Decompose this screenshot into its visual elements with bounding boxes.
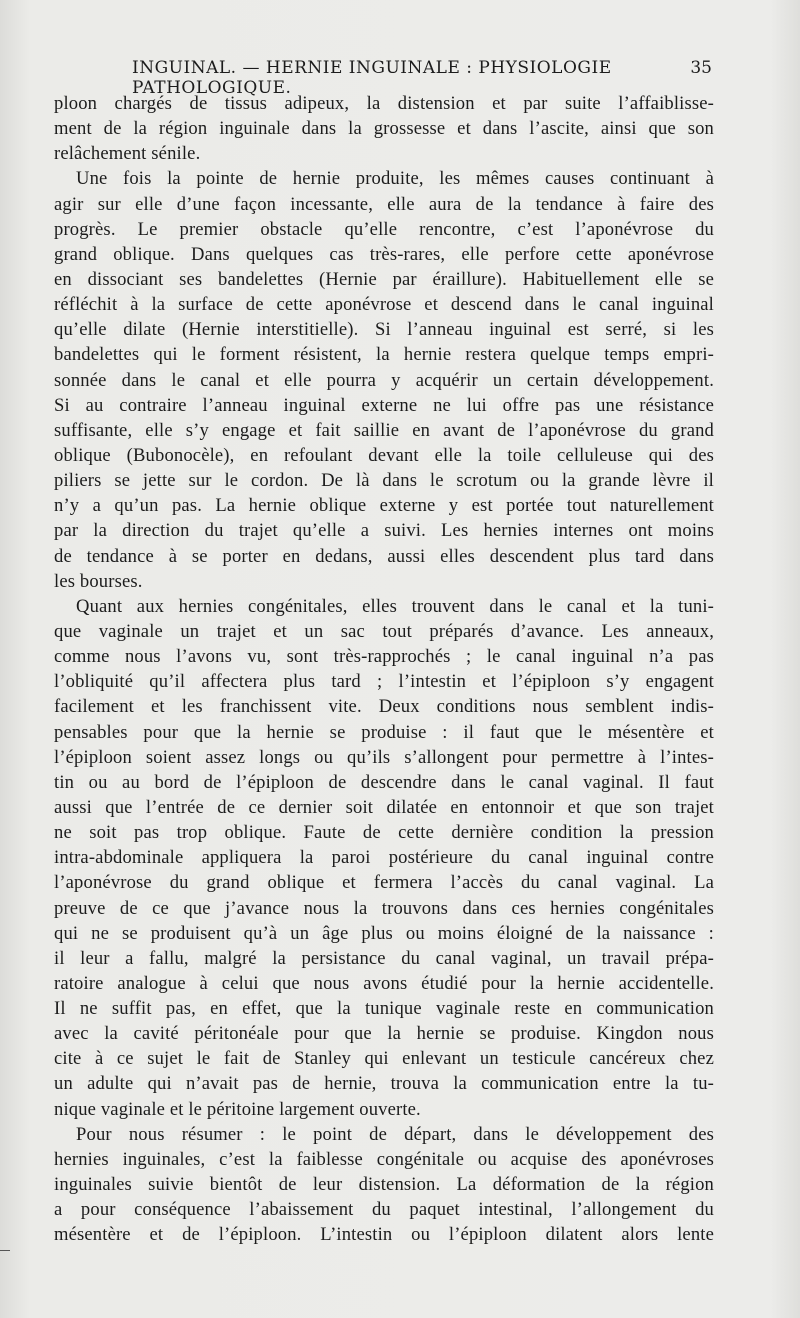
text-line: intra-abdominale appliquera la paroi postérieure du canal inguinal contre (54, 847, 714, 869)
text-line: ploon chargés de tissus adipeux, la distension et par suite l’affaiblisse- (54, 93, 714, 114)
text-line: mésentère et de l’épiploon. L’intestin ou l’épiploon dilatent alors lente (54, 1224, 714, 1246)
text-line: il leur a fallu, malgré la persistance du canal vaginal, un travail prépa- (54, 947, 714, 969)
text-line: l’obliquité qu’il affectera plus tard ; l’intestin et l’épiploon s’y engagent (54, 671, 714, 693)
text-line: Quant aux hernies congénitales, elles trouvent dans le canal et la tuni- (76, 595, 714, 617)
text-line: qui ne se produisent qu’à un âge plus ou moins éloigné de la naissance : (54, 922, 714, 944)
text-line: comme nous l’avons vu, sont très-rapprochés ; le canal inguinal n’a pas (54, 646, 714, 668)
text-line: réfléchit à la surface de cette aponévrose et descend dans le canal inguinal (54, 294, 714, 316)
text-line: que vaginale un trajet et un sac tout préparés d’avance. Les anneaux, (54, 620, 714, 642)
text-line: preuve de ce que j’avance nous la trouvons dans ces hernies congénitales (54, 897, 714, 919)
text-line: n’y a qu’un pas. La hernie oblique externe y est portée tout naturellement (54, 495, 714, 517)
page-number: 35 (690, 58, 712, 78)
text-line: piliers se jette sur le cordon. De là dans le scrotum ou la grande lèvre il (54, 470, 714, 492)
text-line: inguinales suivie bientôt de leur distension. La déformation de la région (54, 1174, 714, 1196)
body-text (54, 91, 714, 1247)
text-line: les bourses. (54, 570, 143, 592)
text-line: pensables pour que la hernie se produise : il faut que le mésentère et (54, 721, 714, 743)
text-line: sonnée dans le canal et elle pourra y acquérir un certain développement. (54, 369, 714, 391)
text-line: Si au contraire l’anneau inguinal externe ne lui offre pas une résistance (54, 394, 714, 416)
text-line: l’aponévrose du grand oblique et fermera l’accès du canal vaginal. La (54, 872, 714, 894)
margin-mark (0, 1250, 10, 1251)
text-line: suffisante, elle s’y engage et fait saillie en avant de l’aponévrose du grand (54, 419, 714, 441)
text-line: progrès. Le premier obstacle qu’elle rencontre, c’est l’aponévrose du (54, 218, 714, 240)
text-line: bandelettes qui le forment résistent, la hernie restera quelque temps empri- (54, 344, 714, 366)
text-line: hernies inguinales, c’est la faiblesse congénitale ou acquise des aponévroses (54, 1148, 714, 1170)
text-line: tin ou au bord de l’épiploon de descendre dans le canal vaginal. Il faut (54, 771, 714, 793)
running-head-title: INGUINAL. — HERNIE INGUINALE : PHYSIOLOGIE PATHOLOGIQUE. (132, 58, 612, 98)
text-line: a pour conséquence l’abaissement du paquet intestinal, l’allongement du (54, 1199, 714, 1221)
text-line: Il ne suffit pas, en effet, que la tunique vaginale reste en communication (54, 998, 714, 1020)
text-line: qu’elle dilate (Hernie interstitielle). Si l’anneau inguinal est serré, si les (54, 319, 714, 341)
text-line: grand oblique. Dans quelques cas très-rares, elle perfore cette aponévrose (54, 243, 714, 265)
running-head (132, 58, 712, 98)
text-line: avec la cavité péritonéale pour que la hernie se produise. Kingdon nous (54, 1023, 714, 1045)
text-line: relâchement sénile. (54, 143, 201, 165)
text-line: ratoire analogue à celui que nous avons étudié pour la hernie accidentelle. (54, 972, 714, 994)
text-line: ne soit pas trop oblique. Faute de cette dernière condition la pression (54, 822, 714, 844)
text-line: cite à ce sujet le fait de Stanley qui enlevant un testicule cancéreux chez (54, 1048, 714, 1070)
text-line: oblique (Bubonocèle), en refoulant devant elle la toile celluleuse qui des (54, 444, 714, 466)
text-line: en dissociant ses bandelettes (Hernie par éraillure). Habituellement elle se (54, 268, 714, 290)
text-line: Pour nous résumer : le point de départ, dans le développement des (76, 1123, 714, 1145)
text-line: ment de la région inguinale dans la grossesse et dans l’ascite, ainsi que son (54, 118, 714, 140)
text-line: agir sur elle d’une façon incessante, elle aura de la tendance à faire des (54, 193, 714, 215)
text-line: facilement et les franchissent vite. Deux conditions nous semblent indis- (54, 696, 714, 718)
text-line: un adulte qui n’avait pas de hernie, trouva la communication entre la tu- (54, 1073, 714, 1095)
text-line: Une fois la pointe de hernie produite, les mêmes causes continuant à (76, 168, 714, 190)
text-line: de tendance à se porter en dedans, aussi elles descendent plus tard dans (54, 545, 714, 567)
text-line: l’épiploon soient assez longs ou qu’ils s’allongent pour permettre à l’intes- (54, 746, 714, 768)
text-line: aussi que l’entrée de ce dernier soit dilatée en entonnoir et que son trajet (54, 796, 714, 818)
text-line: nique vaginale et le péritoine largement ouverte. (54, 1098, 421, 1120)
text-line: par la direction du trajet qu’elle a suivi. Les hernies internes ont moins (54, 520, 714, 542)
